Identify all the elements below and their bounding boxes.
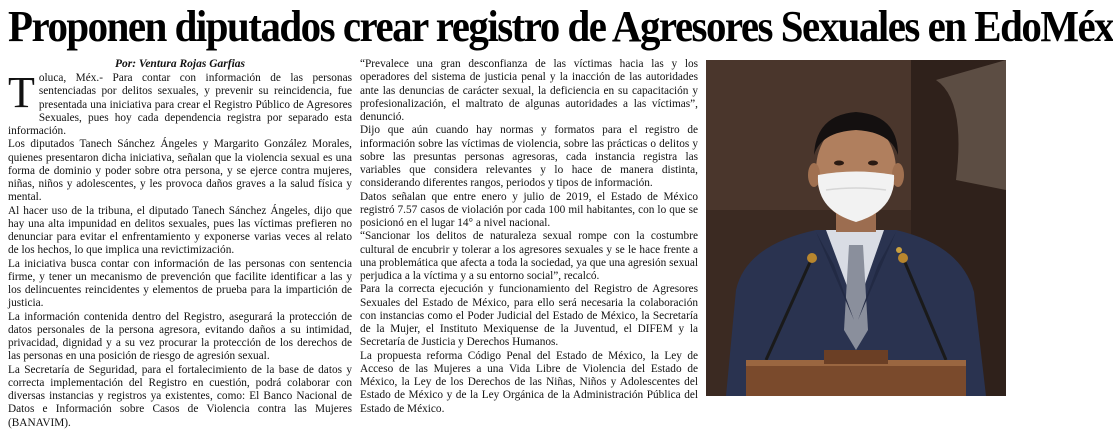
paragraph <box>8 68 352 138</box>
eye-right <box>868 161 878 166</box>
eye-left <box>834 161 844 166</box>
paragraph: “Sancionar los delitos de naturaleza sexual rompe con la costumbre cultural de encubrir y tolerar a los agresores sexuales y se le hace frente a una problemática que afecta a toda la sociedad, ya que una agresión sexual perjudica a la víctima y a su entorno social”, recalcó. <box>360 230 698 282</box>
paragraph: Datos señalan que entre enero y julio de 2019, el Estado de México registró 7.57 casos de violación por cada 100 mil habitantes, con lo que se posicionó en el lugar 14° a nivel nacional. <box>360 190 698 229</box>
article-column-middle <box>360 58 698 415</box>
paragraph: “Prevalece una gran desconfianza de las víctimas hacia las y los operadores del sistema de justicia penal y la inacción de las autoridades ante las denuncias de carácter sexual, la deficiencia en su capacitación y profesionalización, el maltrato de algunas autoridades a las víctimas”, denunció. <box>360 58 698 123</box>
paragraph: Para la correcta ejecución y funcionamiento del Registro de Agresores Sexuales del Estado de México, para ello será necesaria la colaboración con instancias como el Poder Judicial del Estado de México, la Secretaría de la Mujer, el Instituto Mexiquense de la Juventud, el DIFEM y la Secretaría de Justicia y Derechos Humanos. <box>360 283 698 349</box>
drop-cap: T <box>8 68 35 117</box>
paragraph: La iniciativa busca contar con información de las personas con sentencia firme, y tener un mecanismo de prevención que facilite identificar a las y los delincuentes reincidentes y elementos de prueba para la impartición de justicia. <box>8 257 352 310</box>
byline: Por: Ventura Rojas Garfias <box>114 58 246 70</box>
paragraph: La Secretaría de Seguridad, para el fortalecimiento de la base de datos y correcta implementación del Registro en cuestión, podrá colaborar con diversas instancias y registros ya existentes, como: El Banco Nacional de Datos e Información sobre Casos de Violencia contra las Mujeres (BANAVIM). <box>8 363 352 429</box>
photo-illustration <box>706 60 1006 396</box>
lapel-pin <box>896 247 902 253</box>
paragraph: Dijo que aún cuando hay normas y formatos para el registro de información sobre las víctimas de violencia, sobre las prácticas o delitos y sobre las presuntas personas agresoras, cada instancia registra las variables que considera relevantes y lo hace de manera distinta, considerando diferentes rangos, periodos y tipos de información. <box>360 124 698 190</box>
paragraph: Al hacer uso de la tribuna, el diputado Tanech Sánchez Ángeles, dijo que hay una alta impunidad en delitos sexuales, pues las víctimas prefieren no denunciar para evitar el enfrentamiento y exponerse varias veces al relato de los hechos, lo que implica una revictimización. <box>8 204 352 257</box>
paragraph-text: oluca, Méx.- Para contar con información de las personas sentenciadas por delitos sexuales, y prevenir su reincidencia, fue presentada una iniciativa para crear el Registro Público de Agresores Sexuales, pues hoy cada dependencia registra por separado esta información. <box>8 72 352 137</box>
podium-base <box>824 350 888 364</box>
paragraph: Los diputados Tanech Sánchez Ángeles y Margarito González Morales, quienes presentaron dicha iniciativa, señalan que la violencia sexual es una forma de dominio y poder sobre otra persona, y se ejerce contra mujeres, niñas, niños y adolescentes, y les provoca daños graves a la salud física y mental. <box>8 138 352 204</box>
paragraph: La propuesta reforma Código Penal del Estado de México, la Ley de Acceso de las Mujeres a una Vida Libre de Violencia del Estado de México, la Ley de los Derechos de las Niñas, Niños y Adolescentes del Estado de México y de la Ley Orgánica de la Administración Pública del Estado de México. <box>360 349 698 415</box>
paragraph: La información contenida dentro del Registro, asegurará la protección de datos personales de la persona agresora, evitando daños a su intimidad, privacidad, dignidad y a su vez procurar la protección de los derechos de las personas en una posición de riesgo de agresión sexual. <box>8 310 352 363</box>
article-column-left <box>8 58 352 429</box>
person-at-podium-photo <box>706 60 1006 396</box>
headline: Proponen diputados crear registro de Agresores Sexuales en EdoMéx <box>8 2 1113 51</box>
